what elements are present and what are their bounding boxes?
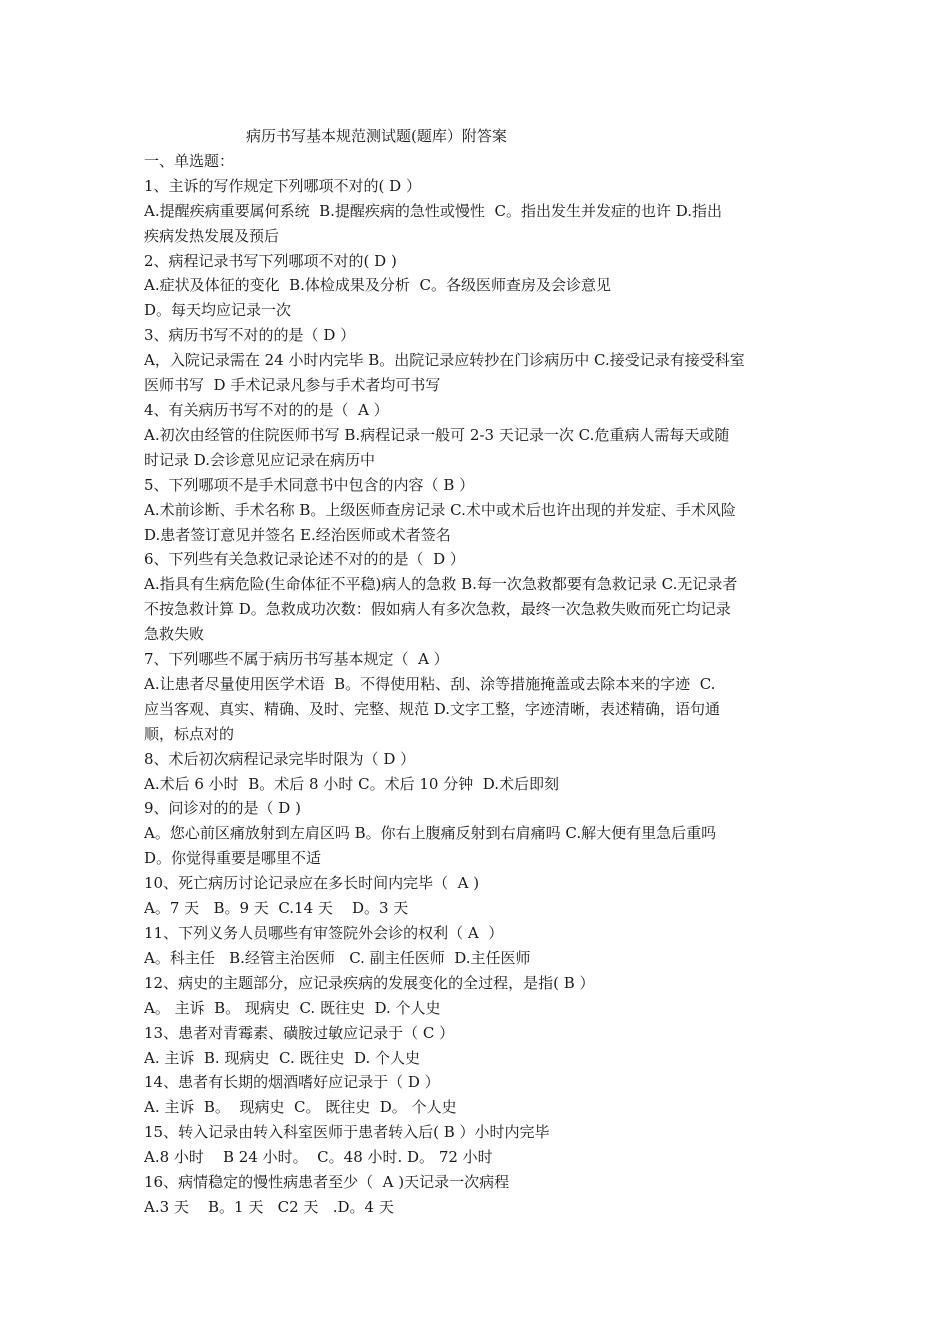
question-line: 10、死亡病历讨论记录应在多长时间内完毕（ A ) <box>144 874 480 893</box>
question-line: 4、有关病历书写不对的的是（ A ） <box>144 400 389 419</box>
question-line: A. 主诉 B. 现病史 C. 既往史 D. 个人史 <box>144 1048 421 1067</box>
section-heading: 一、单选题： <box>144 151 235 170</box>
question-line: A。科主任 B.经管主治医师 C. 副主任医师 D.主任医师 <box>144 948 531 967</box>
question-line: A。 主诉 B。 现病史 C. 既往史 D. 个人史 <box>144 998 441 1017</box>
question-line: A，入院记录需在 24 小时内完毕 B。出院记录应转抄在门诊病历中 C.接受记录有接受科室 <box>144 351 745 370</box>
question-line: A.指具有生病危险(生命体征不平稳)病人的急救 B.每一次急救都要有急救记录 C.无记录者 <box>144 575 738 594</box>
document-title: 病历书写基本规范测试题(题库）附答案 <box>246 127 507 145</box>
question-line: D。每天均应记录一次 <box>144 301 292 320</box>
question-line: A. 主诉 B。 现病史 C。 既往史 D。 个人史 <box>144 1098 457 1117</box>
document-page <box>144 124 810 1220</box>
question-line: A.症状及体征的变化 B.体检成果及分析 C。各级医师查房及会诊意见 <box>144 276 611 295</box>
question-line: A.术前诊断、手术名称 B。上级医师查房记录 C.术中或术后也许出现的并发症、手术风险 <box>144 500 736 519</box>
question-line: A.3 天 B。1 天 C2 天 .D。4 天 <box>144 1197 394 1216</box>
question-line: A.初次由经管的住院医师书写 B.病程记录一般可 2-3 天记录一次 C.危重病人需每天或随 <box>144 425 730 444</box>
question-line: 2、病程记录书写下列哪项不对的( D ) <box>144 251 397 270</box>
question-line: 15、转入记录由转入科室医师于患者转入后( B ）小时内完毕 <box>144 1123 550 1142</box>
question-line: 时记录 D.会诊意见应记录在病历中 <box>144 450 376 469</box>
question-line: 疾病发热发展及预后 <box>144 226 280 245</box>
question-line: A。您心前区痛放射到左肩区吗 B。你右上腹痛反射到右肩痛吗 C.解大便有里急后重吗 <box>144 824 717 843</box>
question-line: 11、下列义务人员哪些有审签院外会诊的权利（ A ） <box>144 924 504 942</box>
question-line: 13、患者对青霉素、磺胺过敏应记录于（ C ） <box>144 1023 455 1042</box>
question-line: D。你觉得重要是哪里不适 <box>144 849 322 868</box>
question-line: A.8 小时 B 24 小时。 C。48 小时. D。 72 小时 <box>144 1148 493 1167</box>
question-line: 1、主诉的写作规定下列哪项不对的( D ） <box>144 176 421 195</box>
question-line: 7、下列哪些不属于病历书写基本规定（ A ） <box>144 650 449 669</box>
question-line: A.术后 6 小时 B。术后 8 小时 C。术后 10 分钟 D.术后即刻 <box>144 774 559 793</box>
question-line: A.让患者尽量使用医学术语 B。不得使用粘、刮、涂等措施掩盖或去除本来的字迹 C. <box>144 674 716 693</box>
question-line: 医师书写 D 手术记录凡参与手术者均可书写 <box>144 376 441 395</box>
question-line: 9、问诊对的的是（ D ) <box>144 799 301 818</box>
question-line: 8、术后初次病程记录完毕时限为（ D ） <box>144 749 416 768</box>
question-line: D.患者签订意见并签名 E.经治医师或术者签名 <box>144 525 451 544</box>
question-line: A.提醒疾病重要属何系统 B.提醒疾病的急性或慢性 C。指出发生并发症的也许 D.指出 <box>144 201 722 220</box>
question-line: 3、病历书写不对的的是（ D ） <box>144 326 356 345</box>
question-line: 应当客观、真实、精确、及时、完整、规范 D.文字工整，字迹清晰，表述精确，语句通 <box>144 699 721 718</box>
question-line: 5、下列哪项不是手术同意书中包含的内容（ B ） <box>144 475 475 494</box>
question-line: 12、病史的主题部分，应记录疾病的发展变化的全过程，是指( B ） <box>144 973 595 992</box>
question-line: A。7 天 B。9 天 C.14 天 D。3 天 <box>144 899 409 918</box>
question-line: 16、病情稳定的慢性病患者至少（ A )天记录一次病程 <box>144 1173 510 1192</box>
question-line: 急救失败 <box>144 625 205 644</box>
question-line: 14、患者有长期的烟酒嗜好应记录于（ D ） <box>144 1073 440 1092</box>
question-line: 顺，标点对的 <box>144 724 235 743</box>
question-line: 6、下列些有关急救记录论述不对的的是（ D ） <box>144 550 465 569</box>
question-line: 不按急救计算 D。急救成功次数：假如病人有多次急救，最终一次急救失败而死亡均记录 <box>144 600 731 619</box>
